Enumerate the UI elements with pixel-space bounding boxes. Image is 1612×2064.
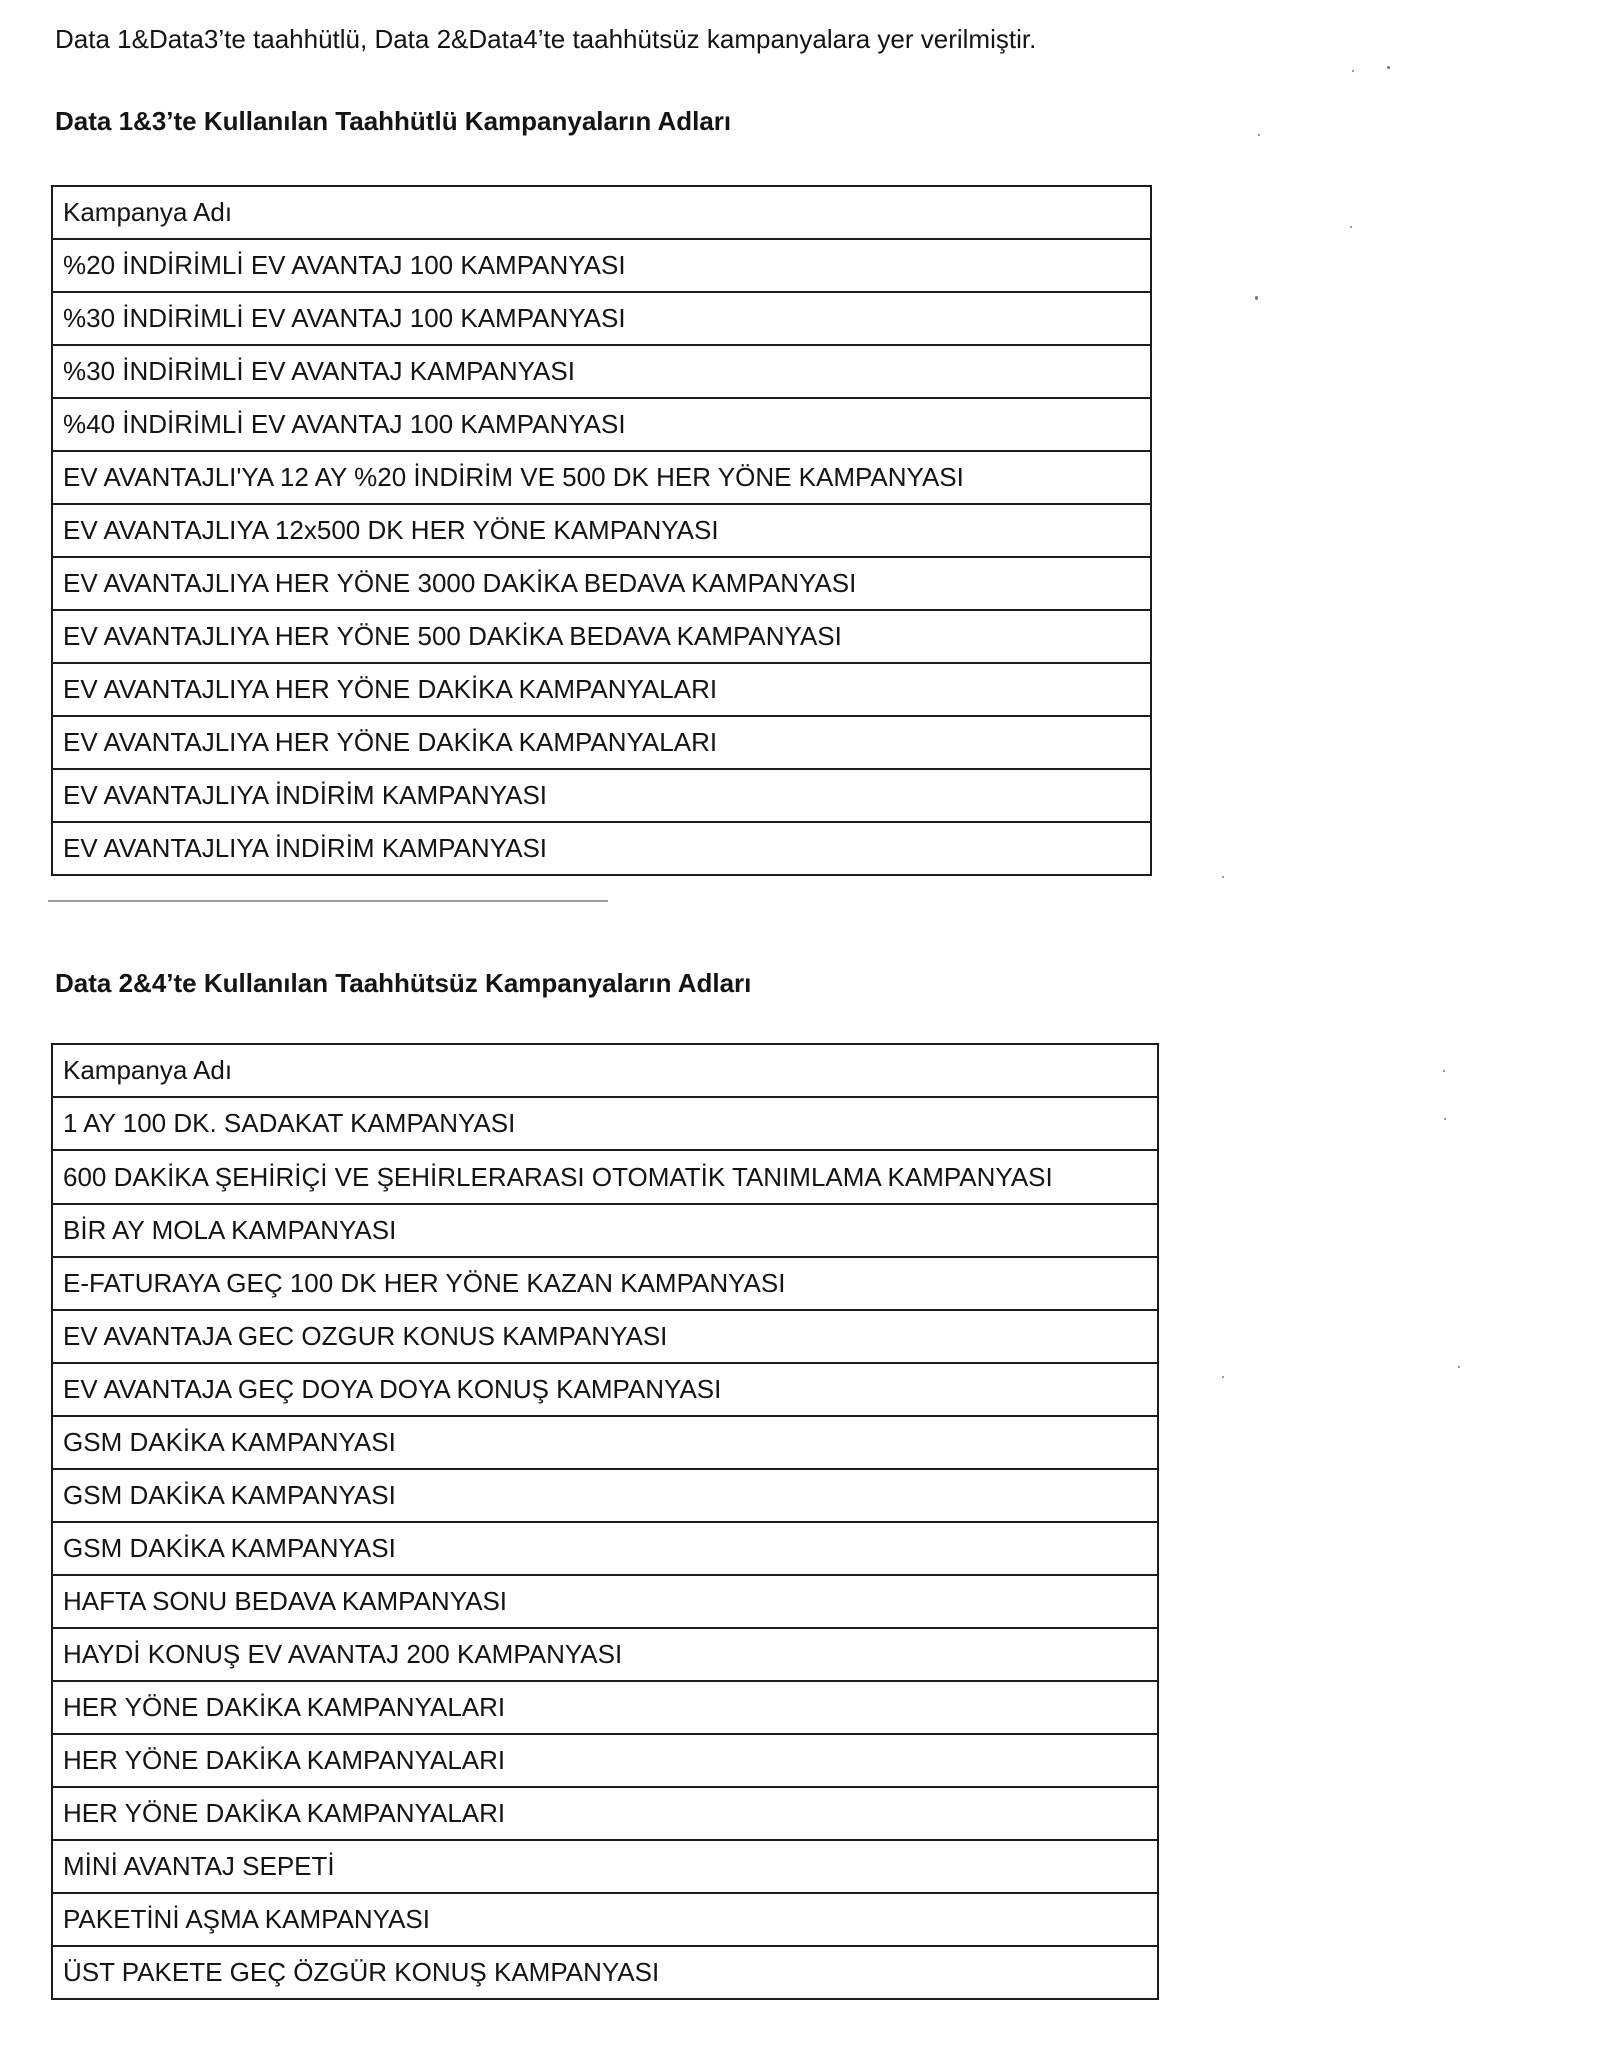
campaign-name-cell: GSM DAKİKA KAMPANYASI [52, 1469, 1158, 1522]
table-row [52, 239, 1151, 292]
table-row [52, 1310, 1158, 1363]
campaign-name-cell: HER YÖNE DAKİKA KAMPANYALARI [52, 1787, 1158, 1840]
non-committed-campaigns-table [51, 1043, 1159, 2000]
campaign-name-cell: EV AVANTAJA GEÇ DOYA DOYA KONUŞ KAMPANYASI [52, 1363, 1158, 1416]
table-row [52, 1787, 1158, 1840]
table-row [52, 504, 1151, 557]
scan-speck [1444, 1118, 1446, 1120]
table-row [52, 1734, 1158, 1787]
scan-speck [1387, 66, 1390, 69]
campaign-name-cell: EV AVANTAJLIYA HER YÖNE DAKİKA KAMPANYALARI [52, 663, 1151, 716]
separator-line [48, 900, 608, 902]
table-row [52, 557, 1151, 610]
table-row [52, 1204, 1158, 1257]
table-row [52, 1150, 1158, 1204]
table-row [52, 451, 1151, 504]
campaign-name-cell: ÜST PAKETE GEÇ ÖZGÜR KONUŞ KAMPANYASI [52, 1946, 1158, 1999]
committed-campaigns-table [51, 185, 1152, 876]
campaign-name-cell: EV AVANTAJLIYA İNDİRİM KAMPANYASI [52, 769, 1151, 822]
campaign-name-cell: HER YÖNE DAKİKA KAMPANYALARI [52, 1734, 1158, 1787]
campaign-name-cell: EV AVANTAJLIYA HER YÖNE DAKİKA KAMPANYALARI [52, 716, 1151, 769]
scan-speck [1255, 296, 1258, 300]
column-header-campaign-name: Kampanya Adı [52, 186, 1151, 239]
table-row [52, 345, 1151, 398]
table-row [52, 822, 1151, 875]
table-row [52, 1522, 1158, 1575]
table-row [52, 716, 1151, 769]
campaign-name-cell: 1 AY 100 DK. SADAKAT KAMPANYASI [52, 1097, 1158, 1150]
scan-speck [1352, 70, 1354, 72]
campaign-name-cell: GSM DAKİKA KAMPANYASI [52, 1522, 1158, 1575]
table-row [52, 663, 1151, 716]
campaign-name-cell: GSM DAKİKA KAMPANYASI [52, 1416, 1158, 1469]
table-row [52, 1681, 1158, 1734]
scan-speck [1350, 226, 1352, 228]
campaign-name-cell: EV AVANTAJLIYA HER YÖNE 3000 DAKİKA BEDAVA KAMPANYASI [52, 557, 1151, 610]
section1-heading: Data 1&3’te Kullanılan Taahhütlü Kampanyaların Adları [55, 106, 732, 136]
scan-speck [1222, 1376, 1224, 1378]
table-row [52, 1628, 1158, 1681]
campaign-name-cell: HER YÖNE DAKİKA KAMPANYALARI [52, 1681, 1158, 1734]
scan-speck [1222, 876, 1224, 878]
table-row [52, 1363, 1158, 1416]
campaign-name-cell: MİNİ AVANTAJ SEPETİ [52, 1840, 1158, 1893]
table-header-row [52, 186, 1151, 239]
scan-speck [1258, 134, 1260, 136]
table-row [52, 769, 1151, 822]
table-row [52, 1257, 1158, 1310]
table-row [52, 610, 1151, 663]
campaign-name-cell: EV AVANTAJA GEC OZGUR KONUS KAMPANYASI [52, 1310, 1158, 1363]
campaign-name-cell: EV AVANTAJLI'YA 12 AY %20 İNDİRİM VE 500 DK HER YÖNE KAMPANYASI [52, 451, 1151, 504]
scan-speck [1443, 1070, 1445, 1072]
section2-heading: Data 2&4’te Kullanılan Taahhütsüz Kampanyaların Adları [55, 968, 752, 998]
campaign-name-cell: HAYDİ KONUŞ EV AVANTAJ 200 KAMPANYASI [52, 1628, 1158, 1681]
column-header-campaign-name: Kampanya Adı [52, 1044, 1158, 1097]
campaign-name-cell: PAKETİNİ AŞMA KAMPANYASI [52, 1893, 1158, 1946]
campaign-name-cell: EV AVANTAJLIYA HER YÖNE 500 DAKİKA BEDAVA KAMPANYASI [52, 610, 1151, 663]
campaign-name-cell: %20 İNDİRİMLİ EV AVANTAJ 100 KAMPANYASI [52, 239, 1151, 292]
table-row [52, 1840, 1158, 1893]
intro-text: Data 1&Data3’te taahhütlü, Data 2&Data4’te taahhütsüz kampanyalara yer verilmiştir. [55, 24, 1037, 54]
table-row [52, 1097, 1158, 1150]
table-row [52, 1469, 1158, 1522]
table-row [52, 292, 1151, 345]
table-row [52, 398, 1151, 451]
campaign-name-cell: %30 İNDİRİMLİ EV AVANTAJ KAMPANYASI [52, 345, 1151, 398]
table-header-row [52, 1044, 1158, 1097]
table-row [52, 1575, 1158, 1628]
campaign-name-cell: EV AVANTAJLIYA İNDİRİM KAMPANYASI [52, 822, 1151, 875]
table-row [52, 1893, 1158, 1946]
campaign-name-cell: E-FATURAYA GEÇ 100 DK HER YÖNE KAZAN KAMPANYASI [52, 1257, 1158, 1310]
table-row [52, 1416, 1158, 1469]
campaign-name-cell: %40 İNDİRİMLİ EV AVANTAJ 100 KAMPANYASI [52, 398, 1151, 451]
scan-speck [1458, 1366, 1460, 1368]
campaign-name-cell: 600 DAKİKA ŞEHİRİÇİ VE ŞEHİRLERARASI OTOMATİK TANIMLAMA KAMPANYASI [52, 1150, 1158, 1204]
campaign-name-cell: %30 İNDİRİMLİ EV AVANTAJ 100 KAMPANYASI [52, 292, 1151, 345]
table-row [52, 1946, 1158, 1999]
campaign-name-cell: EV AVANTAJLIYA 12x500 DK HER YÖNE KAMPANYASI [52, 504, 1151, 557]
campaign-name-cell: HAFTA SONU BEDAVA KAMPANYASI [52, 1575, 1158, 1628]
campaign-name-cell: BİR AY MOLA KAMPANYASI [52, 1204, 1158, 1257]
